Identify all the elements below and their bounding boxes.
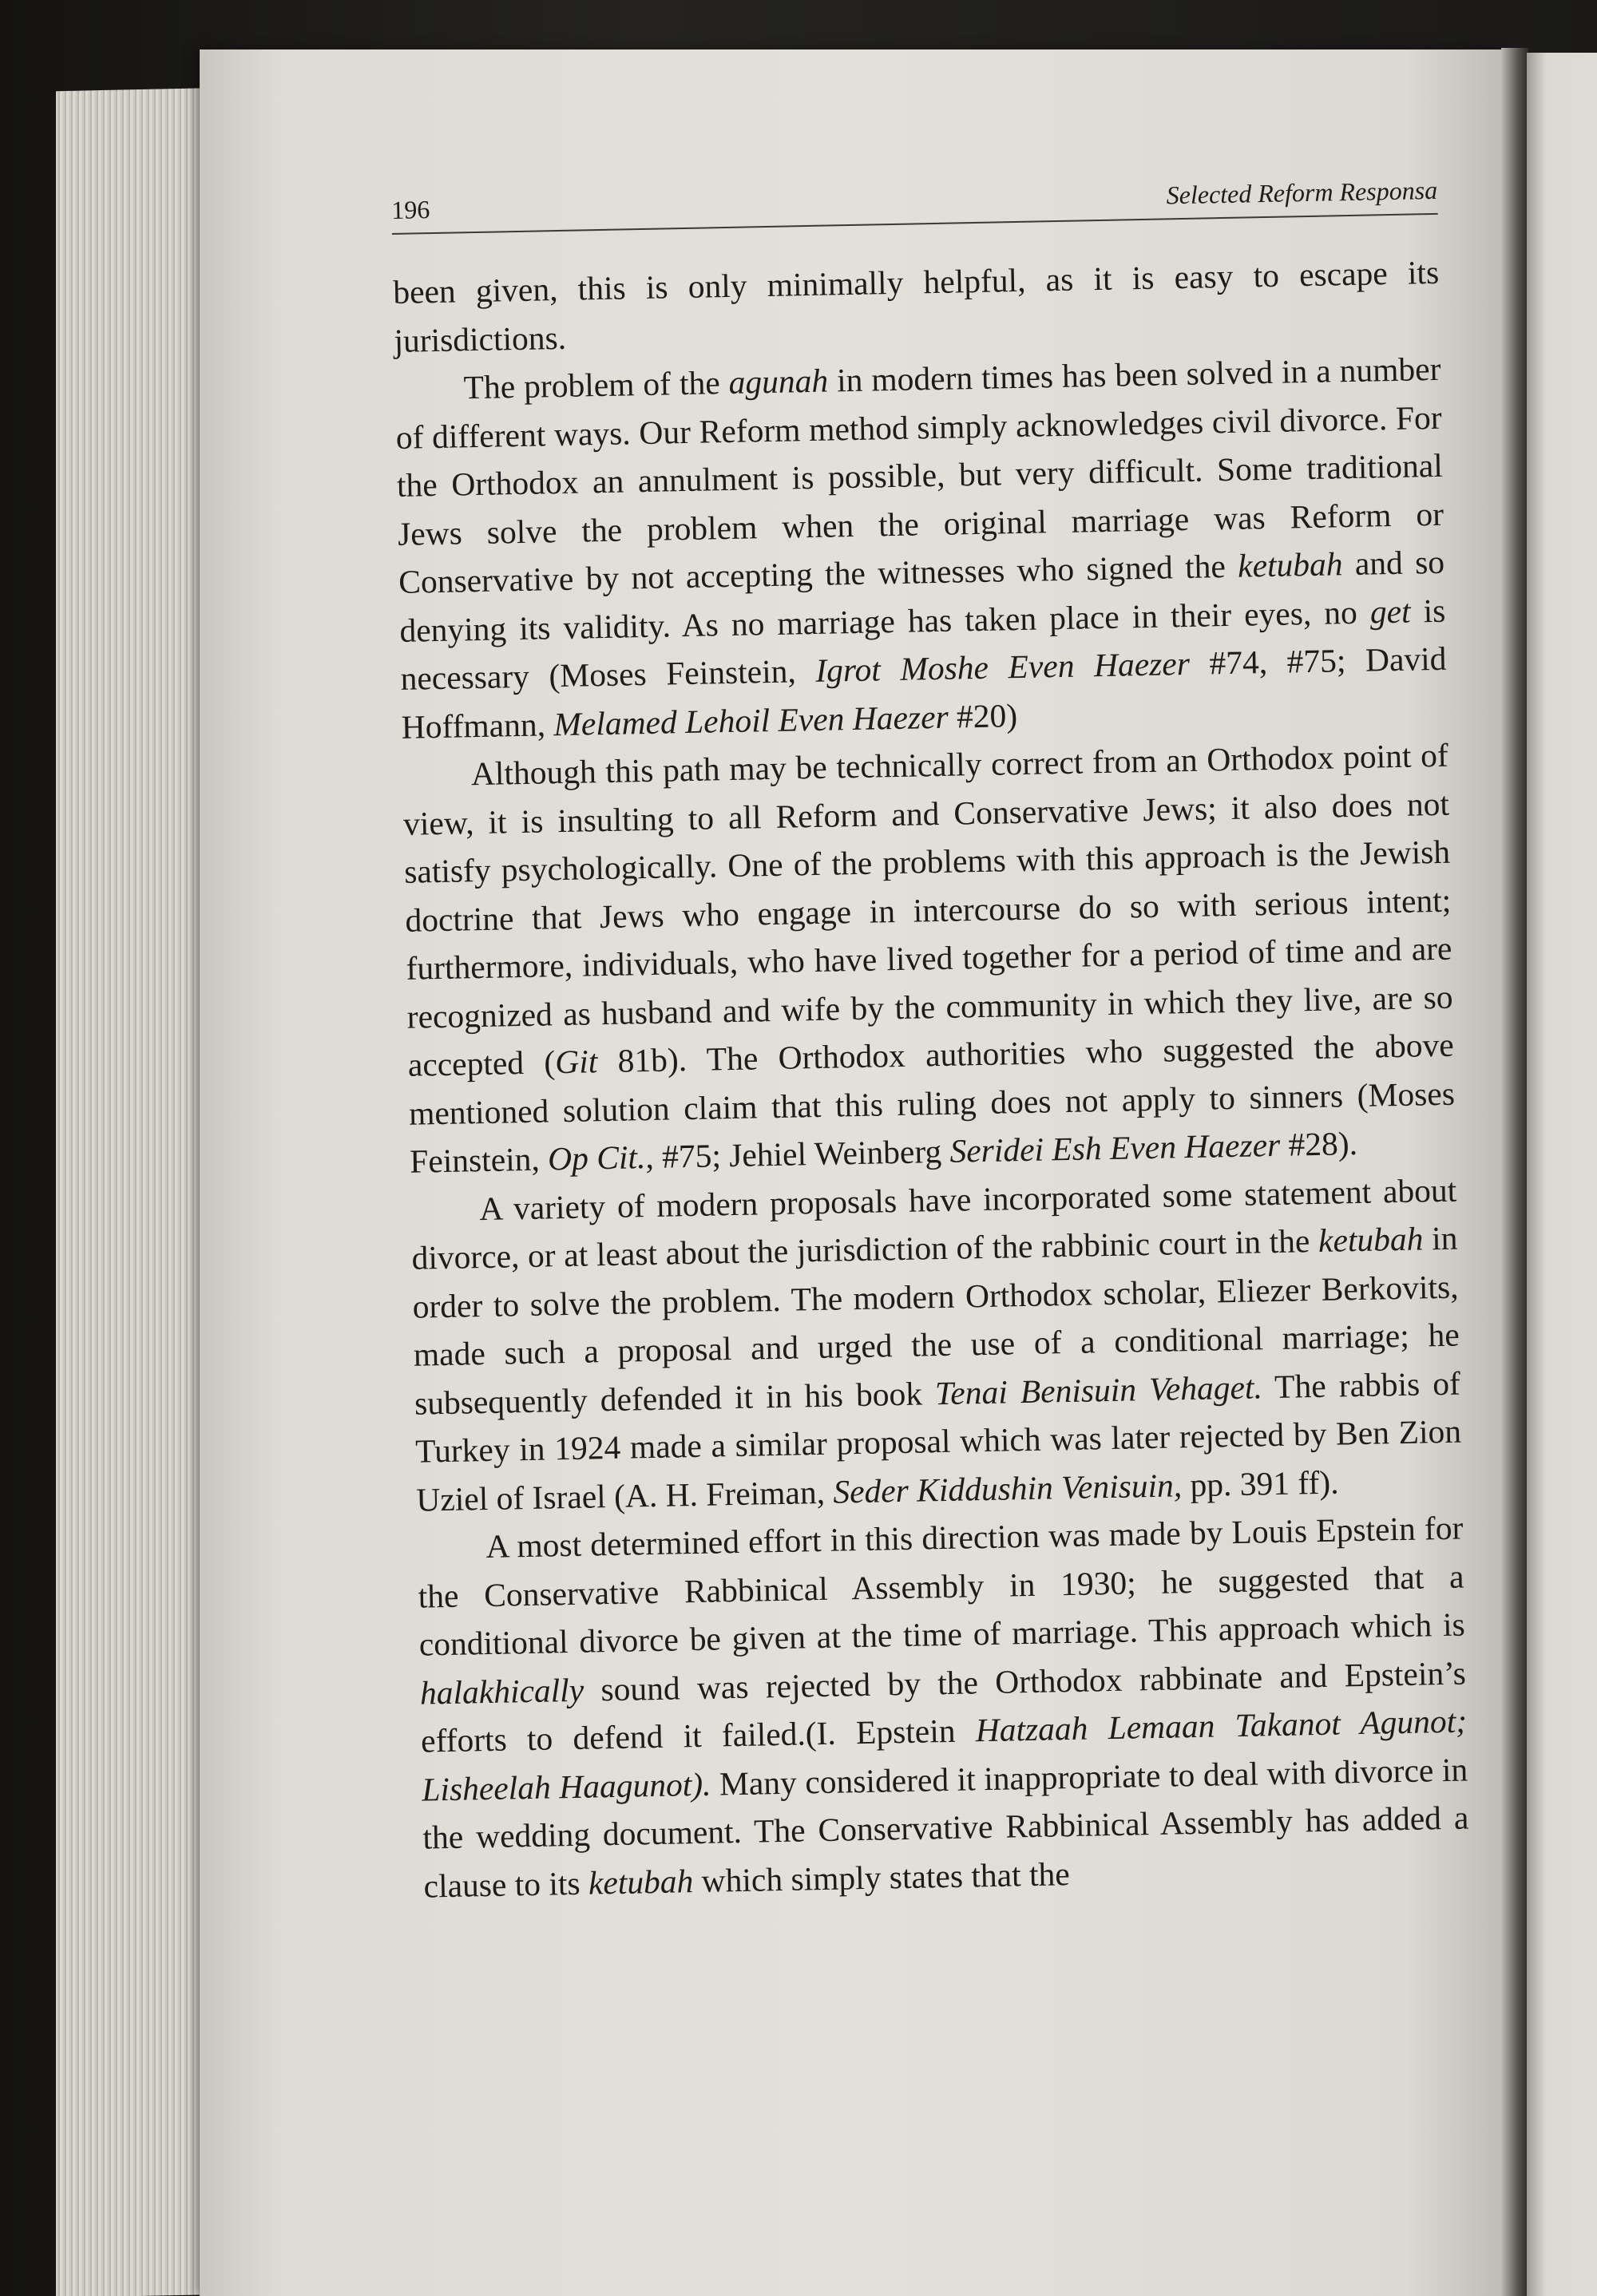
text-run: which simply states that the	[692, 1855, 1071, 1899]
paragraph	[394, 345, 1448, 751]
text-run: Many considered it inappropriate to deal with divorce in the wedding document. The Conservative Rabbinical Assembly has added a clause to its	[422, 1750, 1469, 1905]
italic-text: ketubah	[1318, 1220, 1424, 1259]
paragraph	[402, 731, 1456, 1186]
text-run: 81b). The Orthodox authorities who suggested the above mentioned solution claim that this ruling does not apply to sinners (Moses Feinstein,	[408, 1026, 1456, 1180]
text-run: sound was rejected by the Orthodox rabbinate and Epstein’s efforts to defend it failed.(I. Epstein	[420, 1654, 1467, 1760]
running-title: Selected Reform Responsa	[1166, 175, 1438, 210]
body-text	[393, 248, 1470, 1910]
text-run: #20)	[948, 696, 1018, 735]
italic-text: Igrot Moshe Even Haezer	[814, 644, 1191, 689]
text-run: in order to solve the problem. The modern Orthodox scholar, Eliezer Berkovits, made such a proposal and urged the use of a conditional marriage; he subsequently defended it in his book	[412, 1219, 1460, 1422]
paragraph	[410, 1166, 1463, 1524]
italic-text: halakhically	[419, 1671, 585, 1712]
italic-text: Git	[554, 1043, 598, 1081]
text-run: Although this path may be technically correct from an Orthodox point of view, it is insulting to all Reform and Conservative Jews; it also does not satisfy psychologically. One of the problems with this approach is the Jewish doctrine that Jews who engage in intercourse do so with serious intent; furthermore, individuals, who have lived together for a period of time and are recognized as husband and wife by the community in which they live, are so accepted (	[402, 736, 1453, 1083]
page-number: 196	[391, 195, 430, 224]
text-run: #74, #75; David Hoffmann,	[401, 639, 1447, 746]
italic-text: get	[1369, 592, 1411, 631]
text-run: pp. 391 ff).	[1181, 1463, 1339, 1503]
text-run: The rabbis of Turkey in 1924 made a similar proposal which was later rejected by Ben Zion Uziel of Israel (A. H. Freiman,	[414, 1364, 1462, 1518]
text-run: #28).	[1279, 1124, 1358, 1163]
page-content	[391, 176, 1470, 1910]
italic-text: Hatzaah Lemaan Takanot Agunot; Lisheelah Haagunot).	[421, 1702, 1468, 1808]
text-run: , #75; Jehiel Weinberg	[644, 1132, 950, 1176]
book-gutter	[1501, 48, 1528, 2296]
facing-page-edge	[1527, 53, 1597, 2296]
italic-text: ketubah	[588, 1862, 694, 1902]
text-run: A variety of modern proposals have incorporated some statement about divorce, or at least about the jurisdiction of the rabbinic court in the	[411, 1171, 1457, 1277]
italic-text: agunah	[728, 362, 829, 401]
text-run: been given, this is only minimally helpful, as it is easy to escape its jurisdictions.	[392, 253, 1440, 359]
text-run: and so denying its validity. As no marriage has taken place in their eyes, no	[399, 543, 1445, 649]
paragraph	[417, 1504, 1470, 1910]
text-run: A most determined effort in this direction was made by Louis Epstein for the Conservative Rabbinical Assembly in 1930; he suggested that a conditional divorce be given at the time of marriage. This approach which is	[418, 1509, 1466, 1663]
italic-text: Seridei Esh Even Haezer	[949, 1126, 1281, 1170]
text-run: The problem of the	[463, 363, 730, 406]
italic-text: Melamed Lehoil Even Haezer	[553, 698, 949, 742]
italic-text: Seder Kiddushin Venisuin,	[832, 1466, 1183, 1510]
italic-text: Tenai Benisuin Vehaget.	[934, 1368, 1263, 1411]
page-stack-edge	[56, 88, 224, 2296]
text-run: is necessary (Moses Feinstein,	[400, 592, 1446, 697]
text-run: in modern times has been solved in a number of different ways. Our Reform method simply acknowledges civil divorce. For the Orthodox an annulment is possible, but very difficult. Some traditional Jews solve the problem when the original marriage was Reform or Conservative by not accepting the witnesses who signed the	[395, 350, 1444, 600]
italic-text: Op Cit.	[547, 1138, 646, 1178]
italic-text: ketubah	[1237, 545, 1343, 584]
